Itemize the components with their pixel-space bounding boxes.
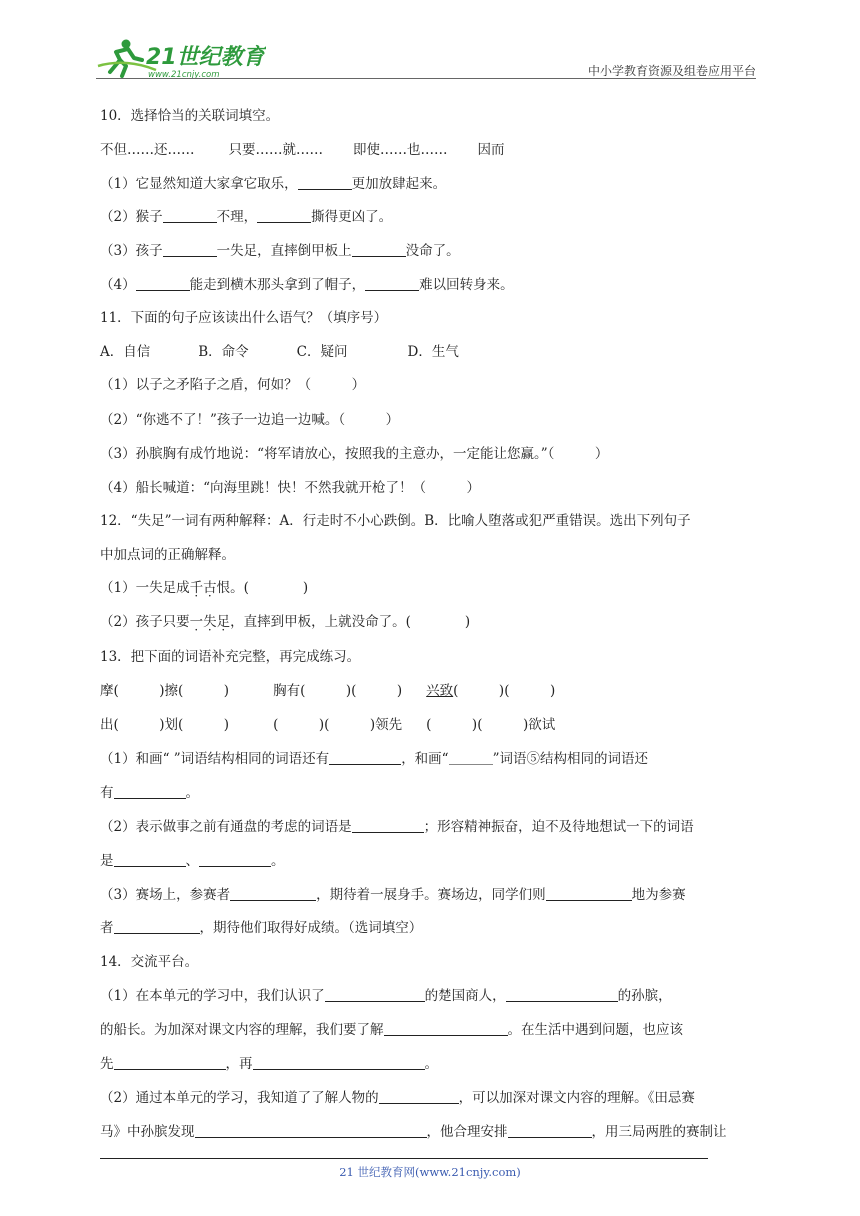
q11-option: D．生气 [407,344,459,360]
q13-part-3-cont: 者 ，期待他们取得好成绩。（选词填空） [100,920,423,936]
q10-sentence-2: （2）猴子 不理， 撕得更凶了。 [100,209,393,225]
answer-blank[interactable] [230,886,316,901]
answer-blank[interactable] [163,242,217,257]
answer-blank[interactable] [114,852,186,867]
q13-part-2-cont: 是 、 。 [100,853,285,869]
q14-part-1-cont2: 先 ，再 。 [100,1056,438,1072]
q10-sentence-4: （4） 能走到横木那头拿到了帽子， 难以回转身来。 [100,277,514,293]
answer-blank[interactable] [325,987,425,1002]
answer-blank[interactable] [365,276,419,291]
q13-part-2: （2）表示做事之前有通盘的考虑的词语是 ；形容精神振奋，迫不及待地想试一下的词语 [100,819,694,835]
header-divider [96,78,756,79]
answer-blank[interactable] [114,784,186,799]
footer-divider [100,1158,708,1159]
answer-blank[interactable] [352,242,406,257]
answer-blank[interactable] [253,1055,425,1070]
q14-part-1-cont: 的船长。为加深对课文内容的理解，我们要了解 。在生活中遇到问题，也应该 [100,1022,683,1038]
answer-blank[interactable] [546,886,632,901]
answer-blank[interactable] [114,1055,226,1070]
site-logo[interactable] [96,36,266,80]
q12-sentence-1: （1）一失足成千古恨。( ) [100,580,309,596]
q11-sentence-2: （2）“你逃不了！”孩子一边追一边喊。（ ） [100,412,400,428]
page-header [96,32,756,82]
q11-option: C．疑问 [296,344,348,360]
q14-part-2: （2）通过本单元的学习，我知道了了解人物的 ，可以加深对课文内容的理解。《田忌赛 [100,1090,695,1106]
q10-option: 即使……也…… [353,142,448,158]
answer-blank[interactable] [329,750,401,765]
answer-blank[interactable] [114,919,200,934]
q10-option: 只要……就…… [228,142,323,158]
svg-text:21世纪教育: 21世纪教育 [146,45,265,70]
q12-title-cont: 中加点词的正确解释。 [100,547,235,563]
platform-name: 中小学教育资源及组卷应用平台 [587,64,756,78]
q13-part-3: （3）赛场上，参赛者 ，期待着一展身手。赛场边，同学们则 地为参赛 [100,887,686,903]
q13-part-1: （1）和画“ ”词语结构相同的词语还有 ，和画“ ”词语⑤结构相同的词语还 [100,751,648,767]
q10-options [100,140,505,160]
q10-option: 不但……还…… [100,142,195,158]
answer-blank[interactable] [384,1021,508,1036]
q11-sentence-1: （1）以子之矛陷子之盾，何如？（ ） [100,377,366,393]
svg-text:www.21cnjy.com: www.21cnjy.com [148,70,220,80]
q11-sentence-4: （4）船长喊道：“向海里跳！快！不然我就开枪了！（ ） [100,480,480,496]
answer-blank[interactable] [195,1123,427,1138]
q13-words-row-2: 出( )划( ) ( )( )领先 ( )( )欲试 [100,717,556,733]
q11-option: B．命令 [198,344,249,360]
runner-logo-icon [96,36,266,80]
q14-part-2-cont: 马》中孙膑发现 ，他合理安排 ，用三局两胜的赛制让 [100,1124,727,1140]
q12-sentence-2: （2）孩子只要一失足，直摔到甲板，上就没命了。( ) [100,614,471,630]
q12-title: 12．“失足”一词有两种解释：A．行走时不小心跌倒。B．比喻人堕落或犯严重错误。选出下列句子 [100,513,691,529]
q10-title: 10．选择恰当的关联词填空。 [100,108,280,124]
answer-blank[interactable] [506,987,618,1002]
answer-blank[interactable] [163,208,217,223]
q13-words-row-1: 摩( )擦( ) 胸有( )( ) 兴致( )( ) [100,683,556,699]
q13-part-1-cont: 有 。 [100,785,199,801]
q11-options [100,342,459,362]
q13-title: 13．把下面的词语补充完整，再完成练习。 [100,649,361,665]
q10-option: 因而 [477,142,505,158]
answer-blank[interactable] [199,852,271,867]
q10-sentence-3: （3）孩子 一失足，直摔倒甲板上 没命了。 [100,243,460,259]
q14-title: 14．交流平台。 [100,954,199,970]
dotted-char: 古 [203,580,217,596]
page-footer[interactable]: 21 世纪教育网(www.21cnjy.com) [339,1165,521,1179]
q11-title: 11．下面的句子应该读出什么语气？（填序号） [100,310,388,326]
q11-option: A．自信 [100,344,151,360]
answer-blank[interactable] [379,1089,459,1104]
answer-blank[interactable] [298,175,352,190]
dotted-char: 失 [203,614,217,630]
dotted-char: 足 [216,614,231,630]
underline-mark [449,750,493,765]
q11-sentence-3: （3）孙膑胸有成竹地说：“将军请放心，按照我的主意办，一定能让您赢。”（ ） [100,446,609,462]
q14-part-1: （1）在本单元的学习中，我们认识了 的楚国商人， 的孙膑， [100,988,672,1004]
answer-blank[interactable] [257,208,311,223]
dotted-char: 千 [189,580,204,596]
answer-blank[interactable] [136,276,190,291]
answer-blank[interactable] [508,1123,592,1138]
q10-sentence-1: （1）它显然知道大家拿它取乐， 更加放肆起来。 [100,176,447,192]
answer-blank[interactable] [352,818,424,833]
dotted-char: 一 [189,614,204,630]
